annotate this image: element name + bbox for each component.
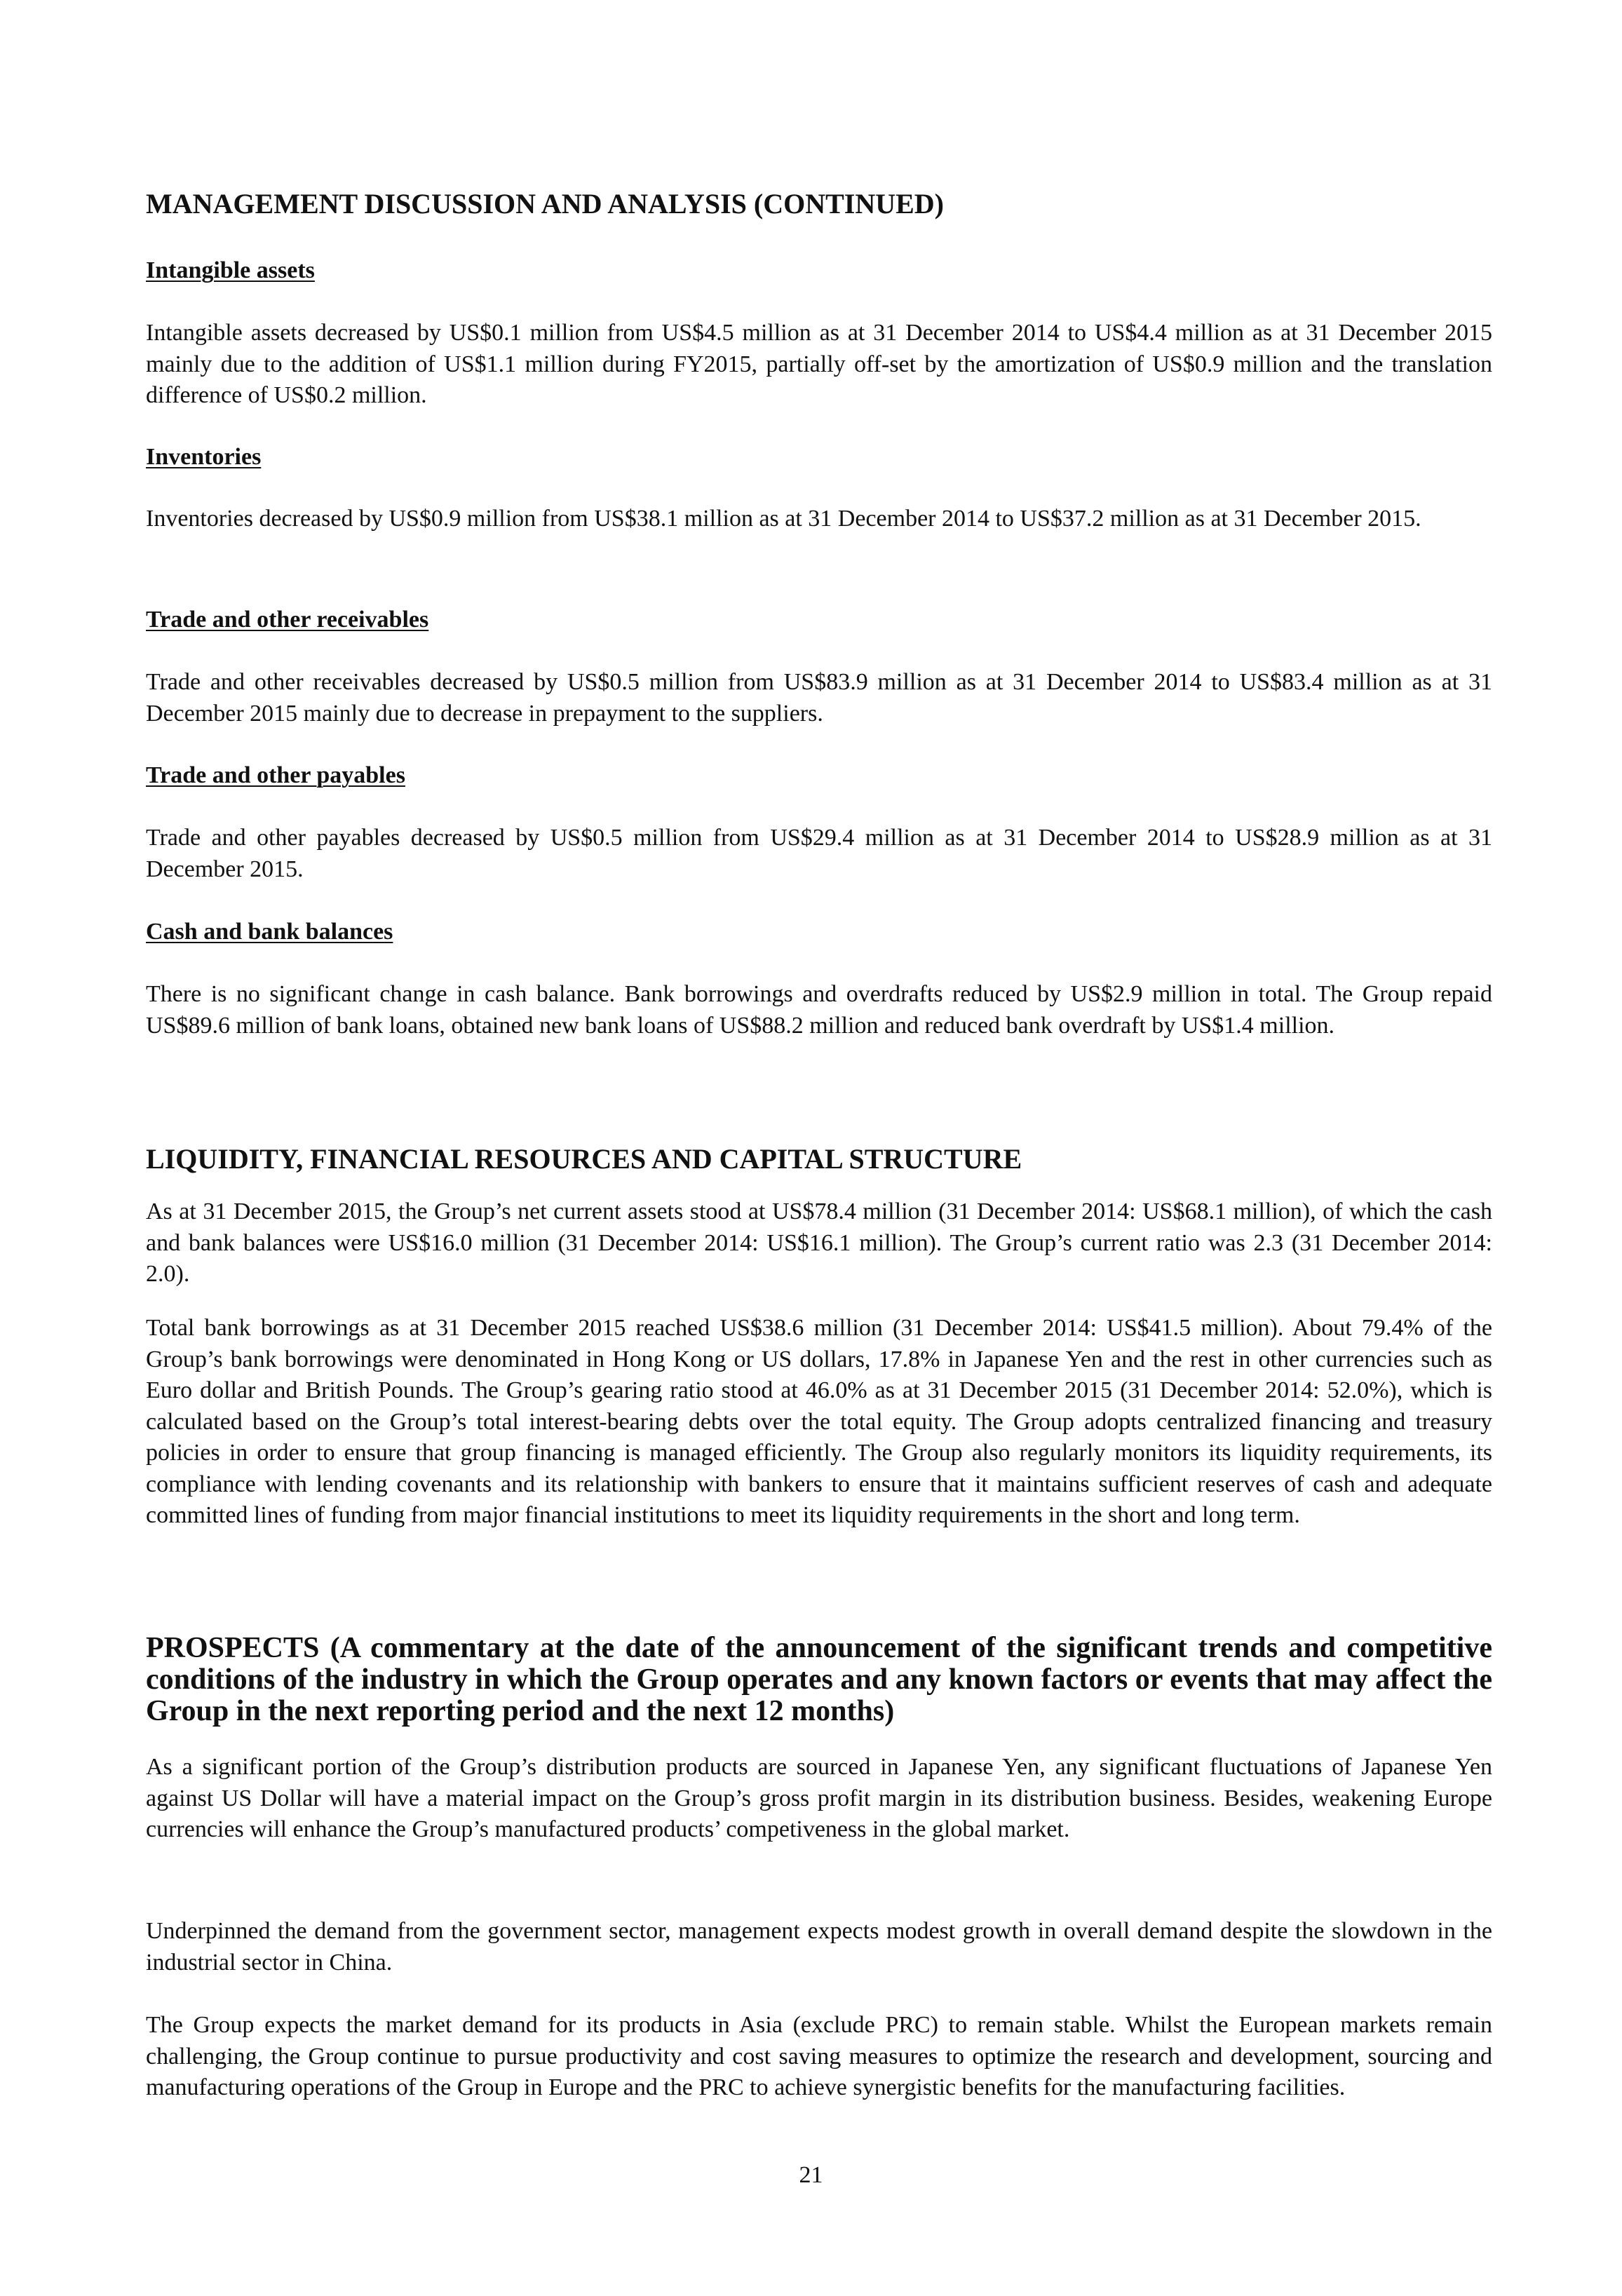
- subheading-cash-bank-balances: Cash and bank balances: [146, 919, 393, 945]
- section-heading-liquidity: LIQUIDITY, FINANCIAL RESOURCES AND CAPITAL STRUCTURE: [146, 1143, 1022, 1175]
- subheading-inventories: Inventories: [146, 444, 262, 470]
- subheading-intangible-assets: Intangible assets: [146, 257, 315, 283]
- paragraph-liquidity-2: Total bank borrowings as at 31 December 2015 reached US$38.6 million (31 December 2014: US$41.5 million). About 79.4% of the Group’s bank borrowings were denominated in Hong Kong or US dollars, 17.8% in Japanese Yen and the rest in other currencies such as Euro dollar and British Pounds. The Group’s gearing ratio stood at 46.0% as at 31 December 2015 (31 December 2014: 52.0%), which is calculated based on the Group’s total interest-bearing debts over the total equity. The Group adopts centralized financing and treasury policies in order to ensure that group financing is managed efficiently. The Group also regularly monitors its liquidity requirements, its compliance with lending covenants and its relationship with bankers to ensure that it maintains sufficient reserves of cash and adequate committed lines of funding from major financial institutions to meet its liquidity requirements in the short and long term.: [146, 1315, 1492, 1528]
- section-heading-prospects: PROSPECTS (A commentary at the date of the announcement of the significant trends and competitive conditions of the industry in which the Group operates and any known factors or events that may affect the Group in the next reporting period and the next 12 months): [146, 1632, 1492, 1727]
- paragraph-prospects-3: The Group expects the market demand for its products in Asia (exclude PRC) to remain stable. Whilst the European markets remain challenging, the Group continue to pursue productivity and cost saving measures to optimize the research and development, sourcing and manufacturing operations of the Group in Europe and the PRC to achieve synergistic benefits for the manufacturing facilities.: [146, 2012, 1492, 2100]
- paragraph-trade-receivables: Trade and other receivables decreased by US$0.5 million from US$83.9 million as at 31 December 2014 to US$83.4 million as at 31 December 2015 mainly due to decrease in prepayment to the suppliers.: [146, 669, 1492, 727]
- paragraph-prospects-2: Underpinned the demand from the government sector, management expects modest growth in overall demand despite the slowdown in the industrial sector in China.: [146, 1918, 1492, 1976]
- paragraph-inventories: Inventories decreased by US$0.9 million from US$38.1 million as at 31 December 2014 to US$37.2 million as at 31 December 2015.: [146, 506, 1421, 532]
- section-heading-mda: MANAGEMENT DISCUSSION AND ANALYSIS (CONTINUED): [146, 188, 944, 220]
- paragraph-prospects-1: As a significant portion of the Group’s distribution products are sourced in Japanese Yen, any significant fluctuations of Japanese Yen against US Dollar will have a material impact on the Group’s gross profit margin in its distribution business. Besides, weakening Europe currencies will enhance the Group’s manufactured products’ competiveness in the global market.: [146, 1754, 1492, 1842]
- paragraph-intangible-assets: Intangible assets decreased by US$0.1 million from US$4.5 million as at 31 December 2014 to US$4.4 million as at 31 December 2015 mainly due to the addition of US$1.1 million during FY2015, partially off-set by the amortization of US$0.9 million and the translation difference of US$0.2 million.: [146, 320, 1492, 408]
- subheading-trade-receivables: Trade and other receivables: [146, 607, 429, 633]
- paragraph-cash-bank-balances: There is no significant change in cash balance. Bank borrowings and overdrafts reduced by US$2.9 million in total. The Group repaid US$89.6 million of bank loans, obtained new bank loans of US$88.2 million and reduced bank overdraft by US$1.4 million.: [146, 981, 1492, 1039]
- page-number: 21: [799, 2162, 823, 2188]
- subheading-trade-payables: Trade and other payables: [146, 762, 405, 788]
- paragraph-liquidity-1: As at 31 December 2015, the Group’s net current assets stood at US$78.4 million (31 December 2014: US$68.1 million), of which the cash and bank balances were US$16.0 million (31 December 2014: US$16.1 million). The Group’s current ratio was 2.3 (31 December 2014: 2.0).: [146, 1198, 1492, 1287]
- paragraph-trade-payables: Trade and other payables decreased by US$0.5 million from US$29.4 million as at 31 December 2014 to US$28.9 million as at 31 December 2015.: [146, 825, 1492, 882]
